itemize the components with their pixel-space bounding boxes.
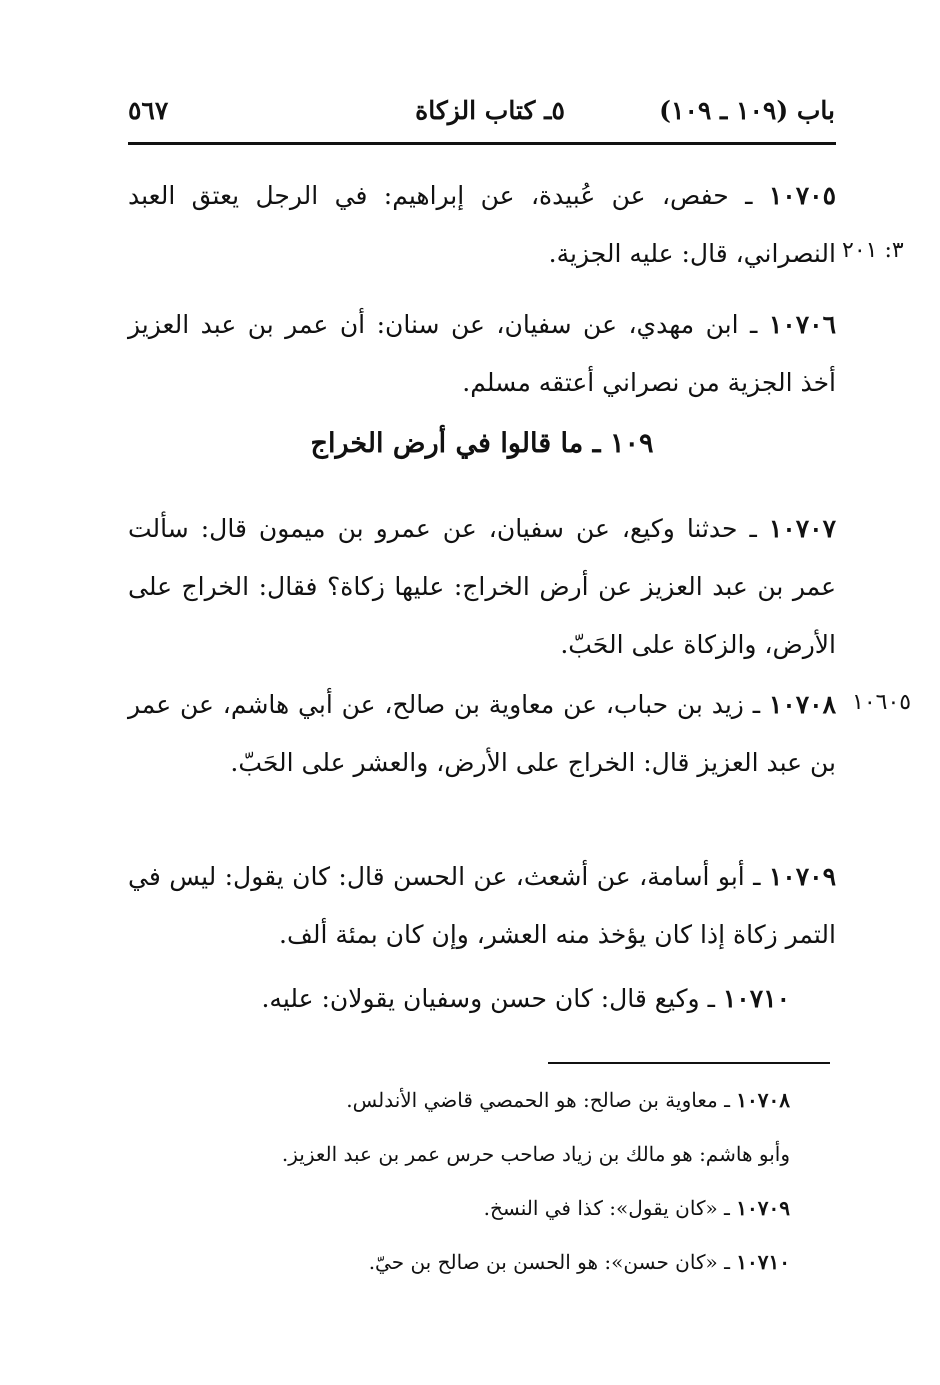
hadith-10705 [128, 167, 836, 283]
chapter-range: باب (١٠٩ ـ ١٠٩) [659, 96, 835, 125]
footnote-number: ١٠٧٠٩ [736, 1196, 790, 1220]
header-divider [128, 142, 836, 145]
hadith-text: ـ حفص، عن عُبيدة، عن إبراهيم: في الرجل يعتق العبد النصراني، قال: عليه الجزية. [128, 181, 836, 268]
hadith-text: ـ حدثنا وكيع، عن سفيان، عن عمرو بن ميمون قال: سألت عمر بن عبد العزيز عن أرض الخراج: عليها زكاة؟ فقال: الخراج على الأرض، والزكاة على الحَبّ. [128, 514, 836, 659]
hadith-10708 [128, 676, 836, 792]
hadith-text: ـ وكيع قال: كان حسن وسفيان يقولان: عليه. [261, 984, 723, 1013]
hadith-10710 [128, 970, 790, 1028]
footnote-number: ١٠٧١٠ [736, 1250, 790, 1274]
section-heading: ١٠٩ ـ ما قالوا في أرض الخراج [310, 428, 654, 459]
footnote-divider [548, 1062, 830, 1064]
hadith-number: ١٠٧٠٦ [768, 310, 836, 339]
margin-reference: ٣: ٢٠١ [842, 238, 904, 263]
hadith-number: ١٠٧٠٧ [768, 514, 836, 543]
hadith-number: ١٠٧٠٨ [768, 690, 836, 719]
footnote [128, 1140, 790, 1168]
footnote-text: ـ «كان يقول»: كذا في النسخ. [483, 1196, 737, 1220]
footnote-text: ـ معاوية بن صالح: هو الحمصي قاضي الأندلس. [346, 1088, 737, 1112]
footnote-text: ـ «كان حسن»: هو الحسن بن صالح بن حيّ. [368, 1250, 737, 1274]
footnote [128, 1248, 790, 1276]
hadith-10706 [128, 296, 836, 412]
footnote [128, 1086, 790, 1114]
hadith-number: ١٠٧١٠ [722, 984, 790, 1013]
hadith-number: ١٠٧٠٥ [768, 181, 836, 210]
book-title: ٥ـ كتاب الزكاة [415, 96, 565, 125]
hadith-10709 [128, 848, 836, 964]
margin-reference: ١٠٦٠٥ [852, 690, 912, 715]
footnote [128, 1194, 790, 1222]
hadith-10707 [128, 500, 836, 674]
footnote-text: وأبو هاشم: هو مالك بن زياد صاحب حرس عمر بن عبد العزيز. [281, 1142, 790, 1166]
hadith-text: ـ ابن مهدي، عن سفيان، عن سنان: أن عمر بن عبد العزيز أخذ الجزية من نصراني أعتقه مسلم. [128, 310, 836, 397]
hadith-text: ـ زيد بن حباب، عن معاوية بن صالح، عن أبي هاشم، عن عمر بن عبد العزيز قال: الخراج على الأرض، والعشر على الحَبّ. [128, 690, 836, 777]
hadith-number: ١٠٧٠٩ [768, 862, 836, 891]
footnote-number: ١٠٧٠٨ [736, 1088, 790, 1112]
hadith-text: ـ أبو أسامة، عن أشعث، عن الحسن قال: كان يقول: ليس في التمر زكاة إذا كان يؤخذ منه العشر، وإن كان بمئة ألف. [128, 862, 836, 949]
page-number: ٥٦٧ [128, 96, 169, 125]
